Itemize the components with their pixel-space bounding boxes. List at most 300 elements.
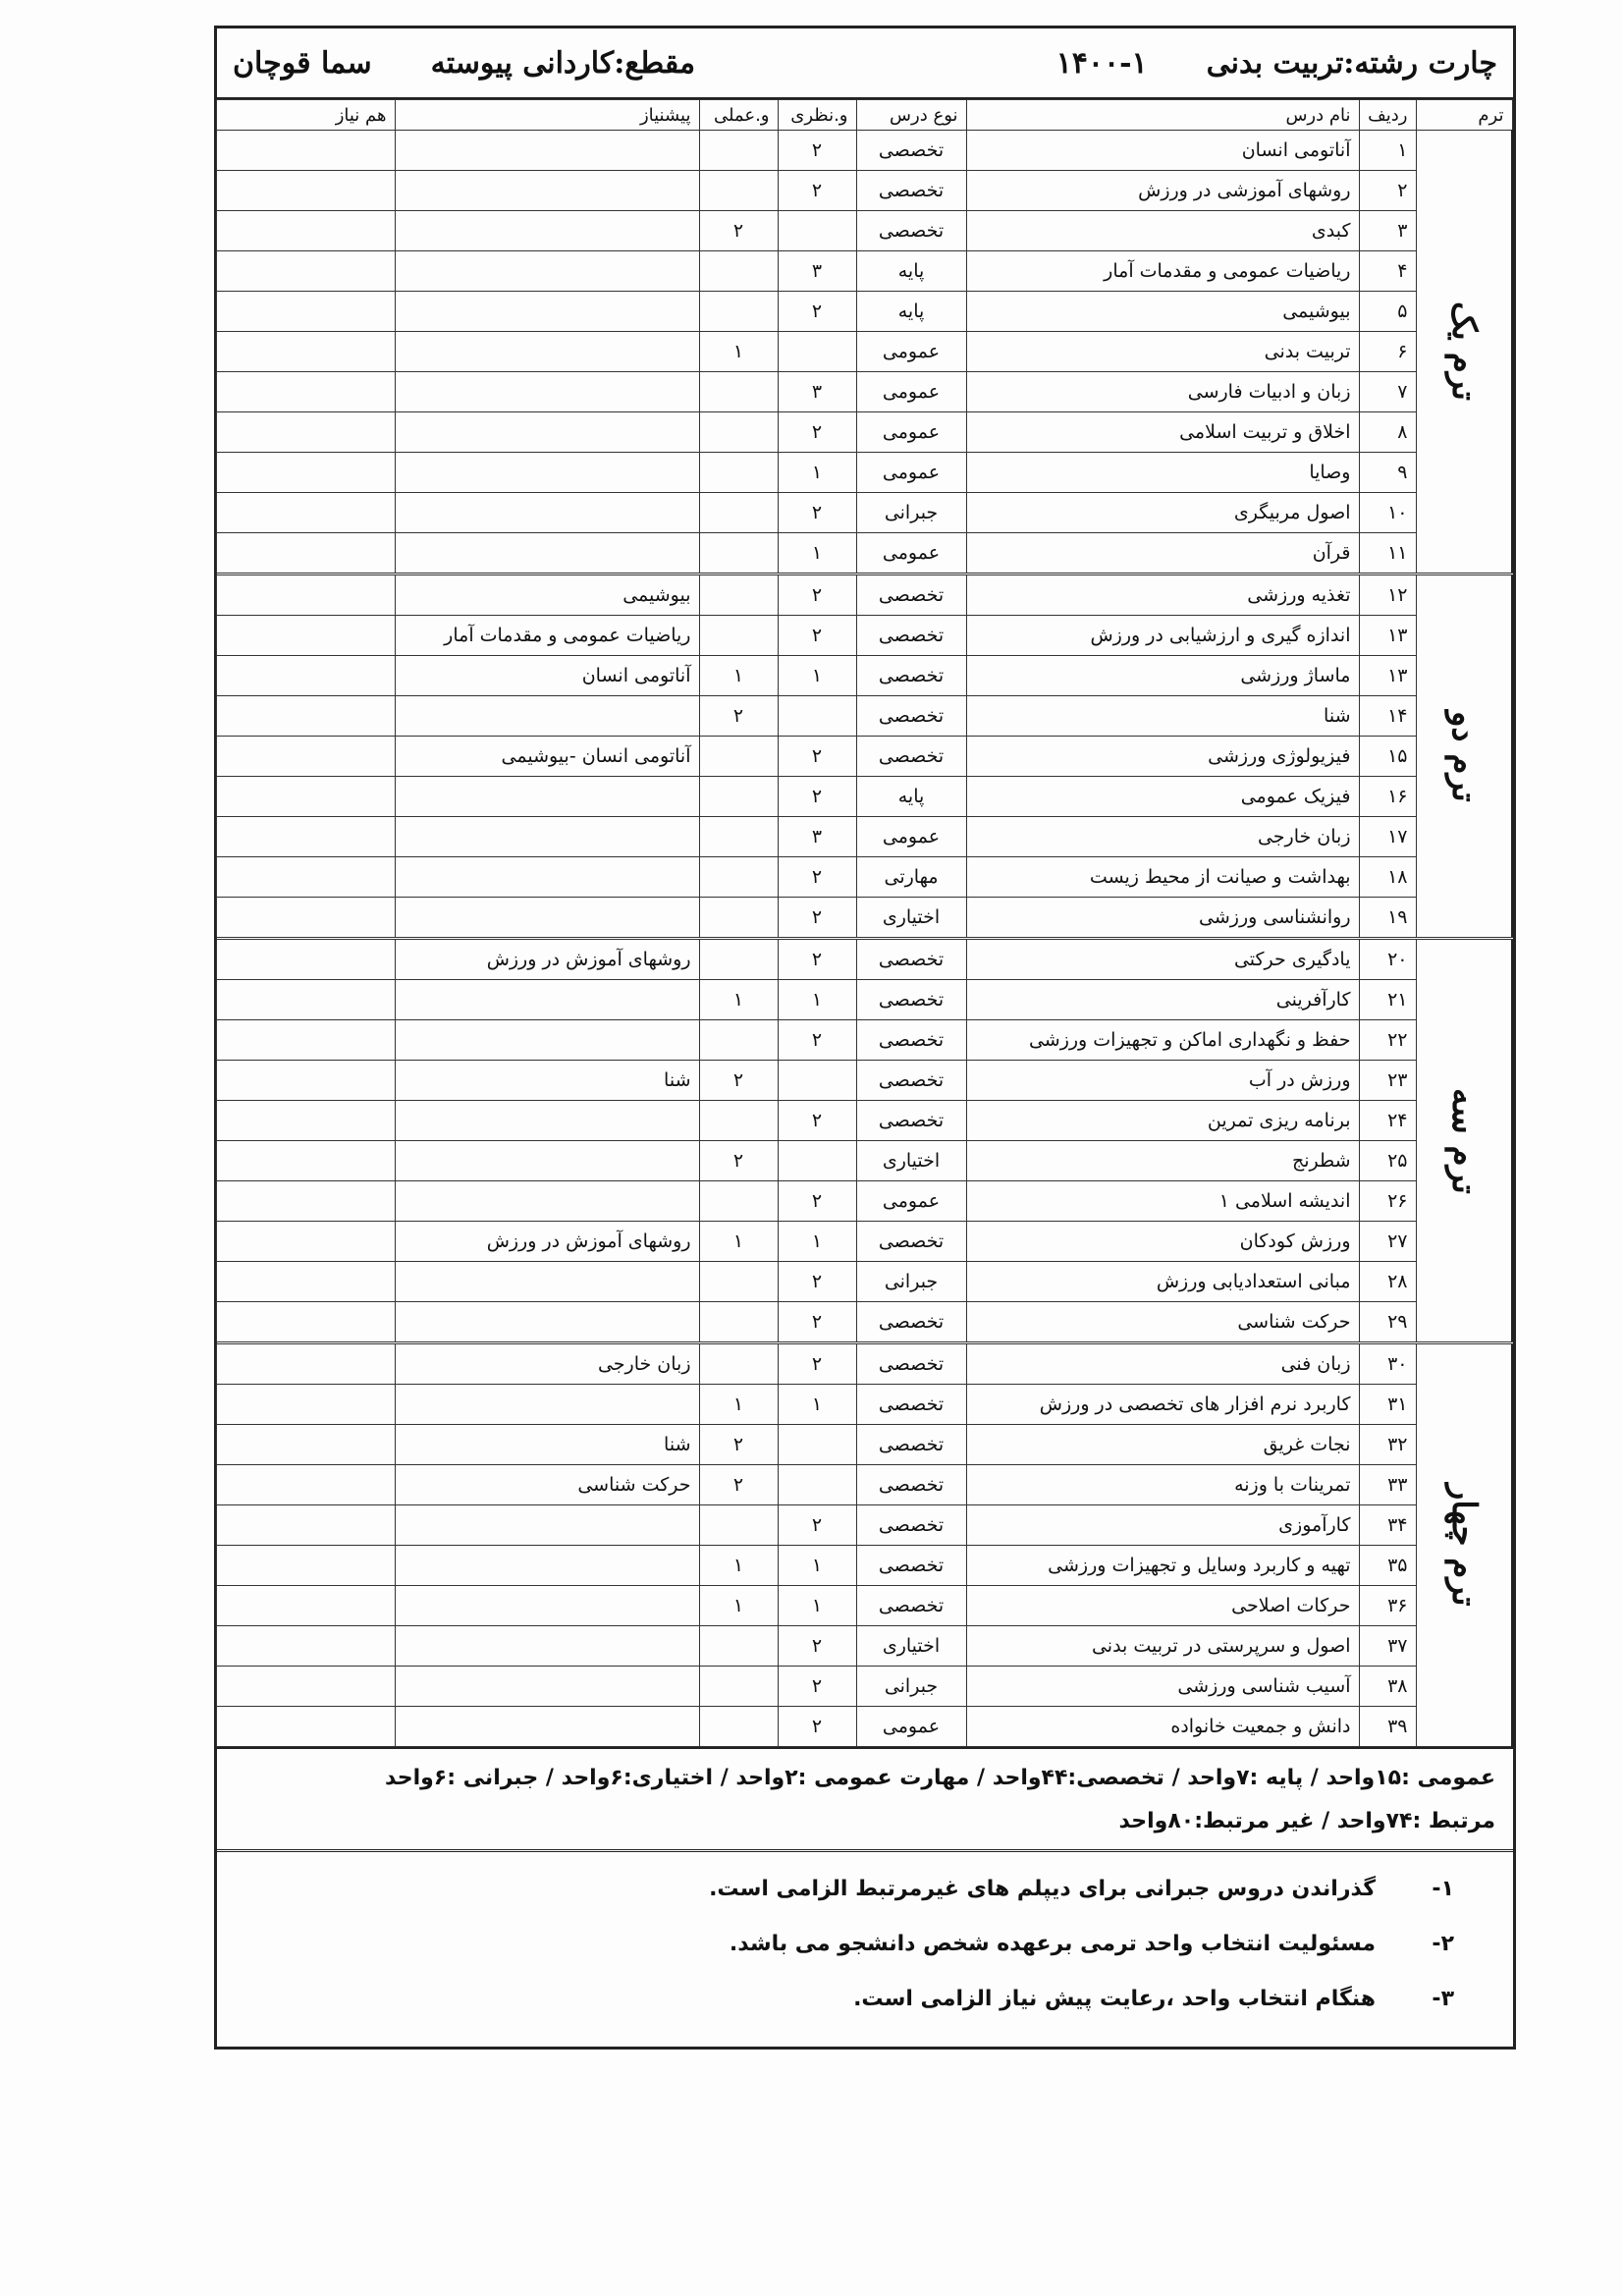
table-row [216, 817, 1512, 857]
prerequisite-cell [395, 1586, 699, 1626]
row-number-cell: ۲۸ [1359, 1262, 1416, 1302]
course-type-cell: پایه [856, 292, 966, 332]
theory-units-cell [778, 211, 856, 251]
theory-units-cell: ۲ [778, 1667, 856, 1707]
theory-units-cell: ۲ [778, 1181, 856, 1222]
prerequisite-cell [395, 453, 699, 493]
corequisite-cell [216, 1586, 395, 1626]
table-row [216, 574, 1512, 616]
table-row [216, 656, 1512, 696]
row-number-cell: ۳ [1359, 211, 1416, 251]
prerequisite-cell [395, 131, 699, 171]
course-type-cell: تخصصی [856, 574, 966, 616]
theory-units-cell: ۲ [778, 1020, 856, 1061]
course-name-cell: ورزش کودکان [966, 1222, 1359, 1262]
row-number-cell: ۱۷ [1359, 817, 1416, 857]
table-row [216, 1141, 1512, 1181]
course-type-cell: تخصصی [856, 1101, 966, 1141]
prerequisite-cell [395, 412, 699, 453]
table-row [216, 1465, 1512, 1505]
note-number: ۲- [1432, 1932, 1454, 1956]
table-row [216, 1586, 1512, 1626]
prerequisite-cell [395, 777, 699, 817]
row-number-cell: ۱۸ [1359, 857, 1416, 898]
note-text: هنگام انتخاب واحد ،رعایت پیش نیاز الزامی است. [853, 1987, 1376, 2011]
prerequisite-cell [395, 211, 699, 251]
prerequisite-cell [395, 332, 699, 372]
course-type-cell: تخصصی [856, 131, 966, 171]
practical-units-cell [699, 292, 778, 332]
prerequisite-cell [395, 1302, 699, 1343]
row-number-cell: ۲۷ [1359, 1222, 1416, 1262]
course-name-cell: قرآن [966, 533, 1359, 574]
theory-units-cell: ۲ [778, 898, 856, 939]
note-item [235, 1862, 1454, 1917]
practical-units-cell [699, 1343, 778, 1385]
corequisite-cell [216, 737, 395, 777]
prerequisite-cell: آناتومی انسان [395, 656, 699, 696]
course-type-cell: اختیاری [856, 1626, 966, 1667]
corequisite-cell [216, 1302, 395, 1343]
corequisite-cell [216, 493, 395, 533]
prerequisite-cell [395, 1020, 699, 1061]
practical-units-cell [699, 1626, 778, 1667]
course-name-cell: تغذیه ورزشی [966, 574, 1359, 616]
practical-units-cell [699, 1181, 778, 1222]
note-text: گذراندن دروس جبرانی برای دیپلم های غیرمرتبط الزامی است. [709, 1877, 1376, 1901]
table-row [216, 533, 1512, 574]
row-number-cell: ۲۹ [1359, 1302, 1416, 1343]
practical-units-cell: ۱ [699, 1546, 778, 1586]
corequisite-cell [216, 616, 395, 656]
prerequisite-cell [395, 1546, 699, 1586]
corequisite-cell [216, 1262, 395, 1302]
course-type-cell: تخصصی [856, 1302, 966, 1343]
course-type-cell: تخصصی [856, 939, 966, 980]
course-type-cell: تخصصی [856, 1425, 966, 1465]
table-row [216, 1505, 1512, 1546]
prerequisite-cell [395, 817, 699, 857]
course-type-cell: تخصصی [856, 211, 966, 251]
practical-units-cell [699, 372, 778, 412]
row-number-cell: ۶ [1359, 332, 1416, 372]
table-row [216, 211, 1512, 251]
theory-units-cell: ۲ [778, 616, 856, 656]
practical-units-cell: ۲ [699, 1425, 778, 1465]
course-type-cell: عمومی [856, 412, 966, 453]
corequisite-cell [216, 372, 395, 412]
prerequisite-cell: ریاضیات عمومی و مقدمات آمار [395, 616, 699, 656]
row-number-cell: ۱۴ [1359, 696, 1416, 737]
table-row [216, 898, 1512, 939]
table-row [216, 1343, 1512, 1385]
practical-units-cell: ۲ [699, 696, 778, 737]
note-item [235, 1972, 1454, 2027]
practical-units-cell [699, 1667, 778, 1707]
corequisite-cell [216, 696, 395, 737]
course-type-cell: تخصصی [856, 1505, 966, 1546]
corequisite-cell [216, 817, 395, 857]
course-name-cell: وصایا [966, 453, 1359, 493]
course-type-cell: تخصصی [856, 171, 966, 211]
course-name-cell: ریاضیات عمومی و مقدمات آمار [966, 251, 1359, 292]
theory-units-cell: ۱ [778, 533, 856, 574]
prerequisite-cell [395, 251, 699, 292]
prerequisite-cell [395, 1141, 699, 1181]
term-label: ترم چهار [1416, 1343, 1512, 1747]
prerequisite-cell: بیوشیمی [395, 574, 699, 616]
corequisite-cell [216, 1181, 395, 1222]
theory-units-cell: ۲ [778, 737, 856, 777]
prerequisite-cell: روشهای آموزش در ورزش [395, 1222, 699, 1262]
table-row [216, 980, 1512, 1020]
course-chart-sheet [214, 26, 1516, 2050]
corequisite-cell [216, 1465, 395, 1505]
row-number-cell: ۳۹ [1359, 1707, 1416, 1747]
course-name-cell: آسیب شناسی ورزشی [966, 1667, 1359, 1707]
table-row [216, 493, 1512, 533]
practical-units-cell [699, 1020, 778, 1061]
course-name-cell: اندازه گیری و ارزشیابی در ورزش [966, 616, 1359, 656]
institute-name: سما قوچان [233, 45, 372, 81]
practical-units-cell [699, 171, 778, 211]
course-name-cell: حرکت شناسی [966, 1302, 1359, 1343]
course-name-cell: برنامه ریزی تمرین [966, 1101, 1359, 1141]
practical-units-cell [699, 574, 778, 616]
row-number-cell: ۲۶ [1359, 1181, 1416, 1222]
theory-units-cell: ۲ [778, 777, 856, 817]
theory-units-cell: ۲ [778, 1343, 856, 1385]
course-name-cell: زبان خارجی [966, 817, 1359, 857]
practical-units-cell [699, 898, 778, 939]
course-type-cell: تخصصی [856, 1222, 966, 1262]
theory-units-cell: ۱ [778, 1586, 856, 1626]
table-row [216, 857, 1512, 898]
table-row [216, 1181, 1512, 1222]
corequisite-cell [216, 1385, 395, 1425]
theory-units-cell: ۲ [778, 131, 856, 171]
course-type-cell: تخصصی [856, 656, 966, 696]
note-item [235, 1917, 1454, 1972]
corequisite-cell [216, 453, 395, 493]
course-name-cell: بهداشت و صیانت از محیط زیست [966, 857, 1359, 898]
practical-units-cell: ۱ [699, 332, 778, 372]
row-number-cell: ۲۰ [1359, 939, 1416, 980]
theory-units-cell [778, 1465, 856, 1505]
corequisite-cell [216, 1343, 395, 1385]
table-row [216, 1385, 1512, 1425]
note-number: ۱- [1432, 1877, 1454, 1901]
theory-units-cell: ۱ [778, 1546, 856, 1586]
row-number-cell: ۳۴ [1359, 1505, 1416, 1546]
table-row [216, 616, 1512, 656]
course-name-cell: آناتومی انسان [966, 131, 1359, 171]
course-name-cell: ورزش در آب [966, 1061, 1359, 1101]
course-name-cell: فیزیک عمومی [966, 777, 1359, 817]
note-text: مسئولیت انتخاب واحد ترمی برعهده شخص دانشجو می باشد. [729, 1932, 1376, 1956]
course-name-cell: حرکات اصلاحی [966, 1586, 1359, 1626]
course-type-cell: جبرانی [856, 493, 966, 533]
course-name-cell: یادگیری حرکتی [966, 939, 1359, 980]
term-label: ترم سه [1416, 939, 1512, 1343]
practical-units-cell [699, 533, 778, 574]
course-name-cell: ماساژ ورزشی [966, 656, 1359, 696]
practical-units-cell: ۱ [699, 656, 778, 696]
prerequisite-cell [395, 980, 699, 1020]
row-number-cell: ۳۲ [1359, 1425, 1416, 1465]
theory-units-cell [778, 332, 856, 372]
course-type-cell: عمومی [856, 1181, 966, 1222]
col-prereq-header: پیشنیاز [395, 100, 699, 131]
course-name-cell: کارآموزی [966, 1505, 1359, 1546]
practical-units-cell [699, 251, 778, 292]
prerequisite-cell: حرکت شناسی [395, 1465, 699, 1505]
course-type-cell: تخصصی [856, 1465, 966, 1505]
prerequisite-cell: شنا [395, 1061, 699, 1101]
row-number-cell: ۳۷ [1359, 1626, 1416, 1667]
course-name-cell: تهیه و کاربرد وسایل و تجهیزات ورزشی [966, 1546, 1359, 1586]
theory-units-cell: ۱ [778, 1222, 856, 1262]
row-number-cell: ۲۱ [1359, 980, 1416, 1020]
practical-units-cell: ۲ [699, 1141, 778, 1181]
theory-units-cell [778, 696, 856, 737]
theory-units-cell: ۲ [778, 493, 856, 533]
col-row-header: ردیف [1359, 100, 1416, 131]
corequisite-cell [216, 251, 395, 292]
corequisite-cell [216, 898, 395, 939]
theory-units-cell: ۲ [778, 412, 856, 453]
corequisite-cell [216, 980, 395, 1020]
theory-units-cell: ۲ [778, 292, 856, 332]
theory-units-cell: ۲ [778, 1707, 856, 1747]
prerequisite-cell: آناتومی انسان -بیوشیمی [395, 737, 699, 777]
course-name-cell: اندیشه اسلامی ۱ [966, 1181, 1359, 1222]
course-type-cell: عمومی [856, 372, 966, 412]
corequisite-cell [216, 1546, 395, 1586]
corequisite-cell [216, 1101, 395, 1141]
theory-units-cell: ۲ [778, 1626, 856, 1667]
theory-units-cell [778, 1141, 856, 1181]
course-type-cell: عمومی [856, 332, 966, 372]
prerequisite-cell [395, 1707, 699, 1747]
practical-units-cell [699, 1505, 778, 1546]
course-name-cell: زبان و ادبیات فارسی [966, 372, 1359, 412]
row-number-cell: ۱۶ [1359, 777, 1416, 817]
table-row [216, 1667, 1512, 1707]
prerequisite-cell [395, 1181, 699, 1222]
course-type-cell: جبرانی [856, 1262, 966, 1302]
prerequisite-cell [395, 1385, 699, 1425]
corequisite-cell [216, 777, 395, 817]
table-header-row [216, 100, 1512, 131]
note-number: ۳- [1432, 1987, 1454, 2011]
practical-units-cell [699, 857, 778, 898]
table-row [216, 777, 1512, 817]
practical-units-cell [699, 1262, 778, 1302]
row-number-cell: ۲۲ [1359, 1020, 1416, 1061]
course-type-cell: پایه [856, 777, 966, 817]
practical-units-cell: ۱ [699, 1385, 778, 1425]
theory-units-cell [778, 1061, 856, 1101]
practical-units-cell: ۱ [699, 1586, 778, 1626]
course-name-cell: کبدی [966, 211, 1359, 251]
corequisite-cell [216, 131, 395, 171]
course-name-cell: فیزیولوژی ورزشی [966, 737, 1359, 777]
prerequisite-cell [395, 1626, 699, 1667]
course-name-cell: زبان فنی [966, 1343, 1359, 1385]
course-name-cell: کارآفرینی [966, 980, 1359, 1020]
chart-title: چارت رشته:تربیت بدنی [1206, 45, 1497, 81]
summary-line-1: عمومی :۱۵واحد / پایه :۷واحد / تخصصی:۴۴واحد / مهارت عمومی :۲واحد / اختیاری:۶واحد / جبرانی :۶واحد [385, 1766, 1495, 1790]
corequisite-cell [216, 1020, 395, 1061]
row-number-cell: ۱۳ [1359, 656, 1416, 696]
table-row [216, 1020, 1512, 1061]
row-number-cell: ۸ [1359, 412, 1416, 453]
course-type-cell: تخصصی [856, 1020, 966, 1061]
course-type-cell: عمومی [856, 817, 966, 857]
degree-level: مقطع:کاردانی پیوسته [430, 45, 696, 81]
corequisite-cell [216, 412, 395, 453]
table-row [216, 1061, 1512, 1101]
course-type-cell: اختیاری [856, 1141, 966, 1181]
table-row [216, 737, 1512, 777]
course-name-cell: اخلاق و تربیت اسلامی [966, 412, 1359, 453]
table-row [216, 372, 1512, 412]
prerequisite-cell [395, 372, 699, 412]
prerequisite-cell [395, 292, 699, 332]
term-label: ترم دو [1416, 574, 1512, 939]
practical-units-cell: ۲ [699, 211, 778, 251]
theory-units-cell: ۳ [778, 817, 856, 857]
prerequisite-cell [395, 533, 699, 574]
corequisite-cell [216, 292, 395, 332]
corequisite-cell [216, 332, 395, 372]
practical-units-cell [699, 493, 778, 533]
courses-body [216, 131, 1512, 1747]
theory-units-cell: ۲ [778, 574, 856, 616]
practical-units-cell: ۱ [699, 1222, 778, 1262]
course-name-cell: اصول و سرپرستی در تربیت بدنی [966, 1626, 1359, 1667]
course-type-cell: اختیاری [856, 898, 966, 939]
row-number-cell: ۴ [1359, 251, 1416, 292]
corequisite-cell [216, 939, 395, 980]
corequisite-cell [216, 1141, 395, 1181]
corequisite-cell [216, 574, 395, 616]
row-number-cell: ۱۱ [1359, 533, 1416, 574]
corequisite-cell [216, 1626, 395, 1667]
table-row [216, 696, 1512, 737]
course-type-cell: تخصصی [856, 1061, 966, 1101]
prerequisite-cell [395, 1667, 699, 1707]
course-type-cell: تخصصی [856, 1385, 966, 1425]
course-name-cell: تمرینات با وزنه [966, 1465, 1359, 1505]
theory-units-cell: ۲ [778, 171, 856, 211]
course-name-cell: حفظ و نگهداری اماکن و تجهیزات ورزشی [966, 1020, 1359, 1061]
corequisite-cell [216, 533, 395, 574]
prerequisite-cell: شنا [395, 1425, 699, 1465]
practical-units-cell [699, 737, 778, 777]
practical-units-cell [699, 777, 778, 817]
course-name-cell: روشهای آموزشی در ورزش [966, 171, 1359, 211]
prerequisite-cell [395, 898, 699, 939]
course-type-cell: عمومی [856, 533, 966, 574]
table-row [216, 1626, 1512, 1667]
course-type-cell: تخصصی [856, 616, 966, 656]
row-number-cell: ۷ [1359, 372, 1416, 412]
table-row [216, 131, 1512, 171]
corequisite-cell [216, 171, 395, 211]
col-name-header: نام درس [966, 100, 1359, 131]
theory-units-cell: ۳ [778, 251, 856, 292]
courses-table [216, 99, 1514, 1747]
theory-units-cell: ۲ [778, 1262, 856, 1302]
table-row [216, 939, 1512, 980]
course-type-cell: تخصصی [856, 696, 966, 737]
theory-units-cell [778, 1425, 856, 1465]
course-name-cell: بیوشیمی [966, 292, 1359, 332]
table-row [216, 1262, 1512, 1302]
practical-units-cell [699, 131, 778, 171]
row-number-cell: ۳۰ [1359, 1343, 1416, 1385]
theory-units-cell: ۲ [778, 939, 856, 980]
row-number-cell: ۲۳ [1359, 1061, 1416, 1101]
row-number-cell: ۳۶ [1359, 1586, 1416, 1626]
table-row [216, 1707, 1512, 1747]
course-type-cell: عمومی [856, 1707, 966, 1747]
row-number-cell: ۳۸ [1359, 1667, 1416, 1707]
col-term-header: ترم [1416, 100, 1512, 131]
row-number-cell: ۹ [1359, 453, 1416, 493]
table-row [216, 1222, 1512, 1262]
col-practical-header: و.عملی [699, 100, 778, 131]
prerequisite-cell [395, 1505, 699, 1546]
row-number-cell: ۱۲ [1359, 574, 1416, 616]
practical-units-cell: ۲ [699, 1061, 778, 1101]
course-type-cell: جبرانی [856, 1667, 966, 1707]
prerequisite-cell [395, 1262, 699, 1302]
practical-units-cell [699, 1707, 778, 1747]
row-number-cell: ۳۵ [1359, 1546, 1416, 1586]
course-name-cell: روانشناسی ورزشی [966, 898, 1359, 939]
course-name-cell: شنا [966, 696, 1359, 737]
row-number-cell: ۵ [1359, 292, 1416, 332]
term-label: ترم یک [1416, 131, 1512, 574]
practical-units-cell [699, 817, 778, 857]
course-name-cell: نجات غریق [966, 1425, 1359, 1465]
row-number-cell: ۲ [1359, 171, 1416, 211]
theory-units-cell: ۲ [778, 1302, 856, 1343]
chart-header [217, 28, 1513, 99]
prerequisite-cell: زبان خارجی [395, 1343, 699, 1385]
practical-units-cell [699, 453, 778, 493]
table-row [216, 171, 1512, 211]
practical-units-cell [699, 939, 778, 980]
table-row [216, 412, 1512, 453]
theory-units-cell: ۲ [778, 1505, 856, 1546]
course-type-cell: تخصصی [856, 980, 966, 1020]
row-number-cell: ۳۳ [1359, 1465, 1416, 1505]
course-name-cell: شطرنج [966, 1141, 1359, 1181]
table-row [216, 453, 1512, 493]
col-coreq-header: هم نیاز [216, 100, 395, 131]
table-row [216, 292, 1512, 332]
course-type-cell: تخصصی [856, 1546, 966, 1586]
row-number-cell: ۱۹ [1359, 898, 1416, 939]
prerequisite-cell: روشهای آموزش در ورزش [395, 939, 699, 980]
table-row [216, 1425, 1512, 1465]
course-name-cell: اصول مربیگری [966, 493, 1359, 533]
course-name-cell: مبانی استعدادیابی ورزش [966, 1262, 1359, 1302]
